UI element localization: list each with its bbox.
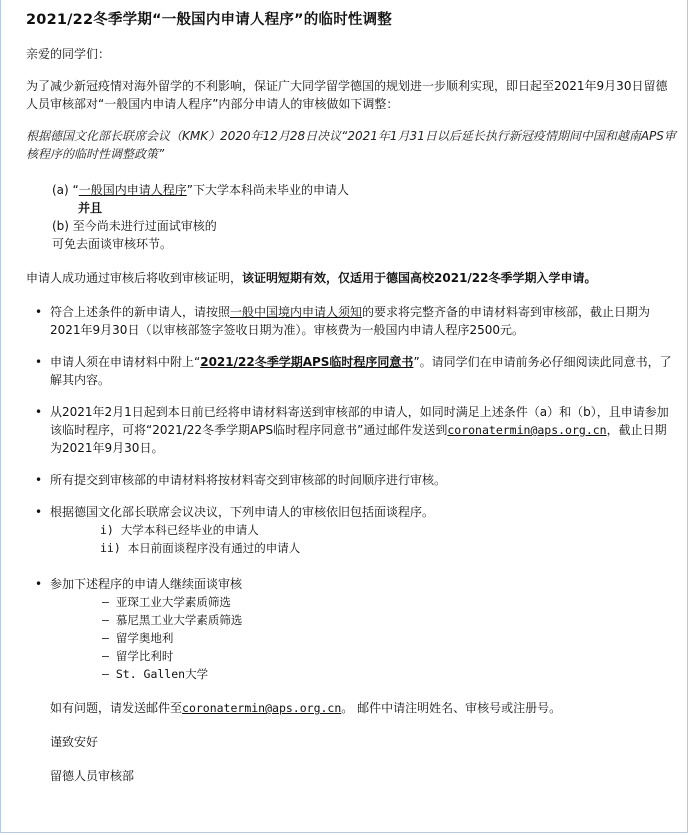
list-item: • 参加下述程序的申请人继续面谈审核 – 亚琛工业大学素质筛选 – 慕尼黑工业大学素质筛选 – 留学奥地利 – 留学比利时 – St. Gallen大学 [26,575,676,683]
intro-paragraph: 为了减少新冠疫情对海外留学的不利影响，保证广大同学留学德国的规划进一步顺利实现，即日起至2021年9月30日留德人员审核部对“一般国内申请人程序”内部分申请人的审核做如下调整： [26,79,668,111]
rules-list [26,303,676,683]
sub-item: – 慕尼黑工业大学素质筛选 [102,613,243,627]
certificate-note: 申请人成功通过审核后将收到审核证明，该证明短期有效，仅适用于德国高校2021/22冬季学期入学申请。 [26,271,597,285]
list-item: • 所有提交到审核部的申请材料将按材料寄交到审核部的时间顺序进行审核。 [26,471,676,489]
list-item: • 符合上述条件的新申请人，请按照一般中国境内申请人须知的要求将完整齐备的申请材料寄到审核部，截止日期为2021年9月30日（以审核部签字签收日期为准）。审核费为一般国内申请人程序2500元。 [26,303,676,339]
applicant-guide-link[interactable]: 一般中国境内申请人须知 [230,305,363,319]
consent-form-link[interactable]: 2021/22冬季学期APS临时程序同意书 [200,355,414,369]
contact-email-link[interactable]: coronatermin@aps.org.cn [182,701,342,715]
page-title: 2021/22冬季学期“一般国内申请人程序”的临时性调整 [26,12,392,28]
sub-item: i) 大学本科已经毕业的申请人 [100,523,259,537]
email-link[interactable]: coronatermin@aps.org.cn [447,423,607,437]
condition-b: (b) 至今尚未进行过面试审核的 [52,219,217,233]
list-item: • 申请人须在申请材料中附上“2021/22冬季学期APS临时程序同意书”。请同学们在申请前务必仔细阅读此同意书，了解其内容。 [26,353,676,389]
condition-a: (a) “一般国内申请人程序”下大学本科尚未毕业的申请人 [52,183,349,197]
kmk-decision: 根据德国文化部长联席会议（KMK）2020年12月28日决议“2021年1月31日以后延长执行新冠疫情期间中国和越南APS审核程序的临时性调整政策” [26,129,676,161]
condition-result: 可免去面谈审核环节。 [52,237,173,251]
sub-item: – 留学比利时 [102,649,174,663]
sub-item: – St. Gallen大学 [102,667,209,681]
signature: 留德人员审核部 [50,769,135,783]
announcement [26,10,676,785]
greeting: 亲爱的同学们： [26,47,111,61]
closing: 谨致安好 [50,735,99,749]
list-item: • 根据德国文化部长联席会议决议，下列申请人的审核依旧包括面谈程序。 i) 大学本科已经毕业的申请人 ii) 本日前面谈程序没有通过的申请人 [26,503,676,557]
list-item: • 从2021年2月1日起到本日前已经将申请材料寄送到审核部的申请人，如同时满足上述条件（a）和（b），且申请参加该临时程序，可将“2021/22冬季学期APS临时程序同意书”通过邮件发送到coronatermin@aps.org.cn，截止日期为2021年9月30日。 [26,403,676,457]
contact-line: 如有问题，请发送邮件至coronatermin@aps.org.cn。 邮件中请注明姓名、审核号或注册号。 [50,701,562,715]
general-procedure-link[interactable]: 一般国内申请人程序 [78,183,187,197]
sub-item: ii) 本日前面谈程序没有通过的申请人 [100,541,301,555]
conditions-block [26,181,676,253]
condition-and: 并且 [78,201,103,215]
sub-item: – 亚琛工业大学素质筛选 [102,595,231,609]
sub-item: – 留学奥地利 [102,631,174,645]
